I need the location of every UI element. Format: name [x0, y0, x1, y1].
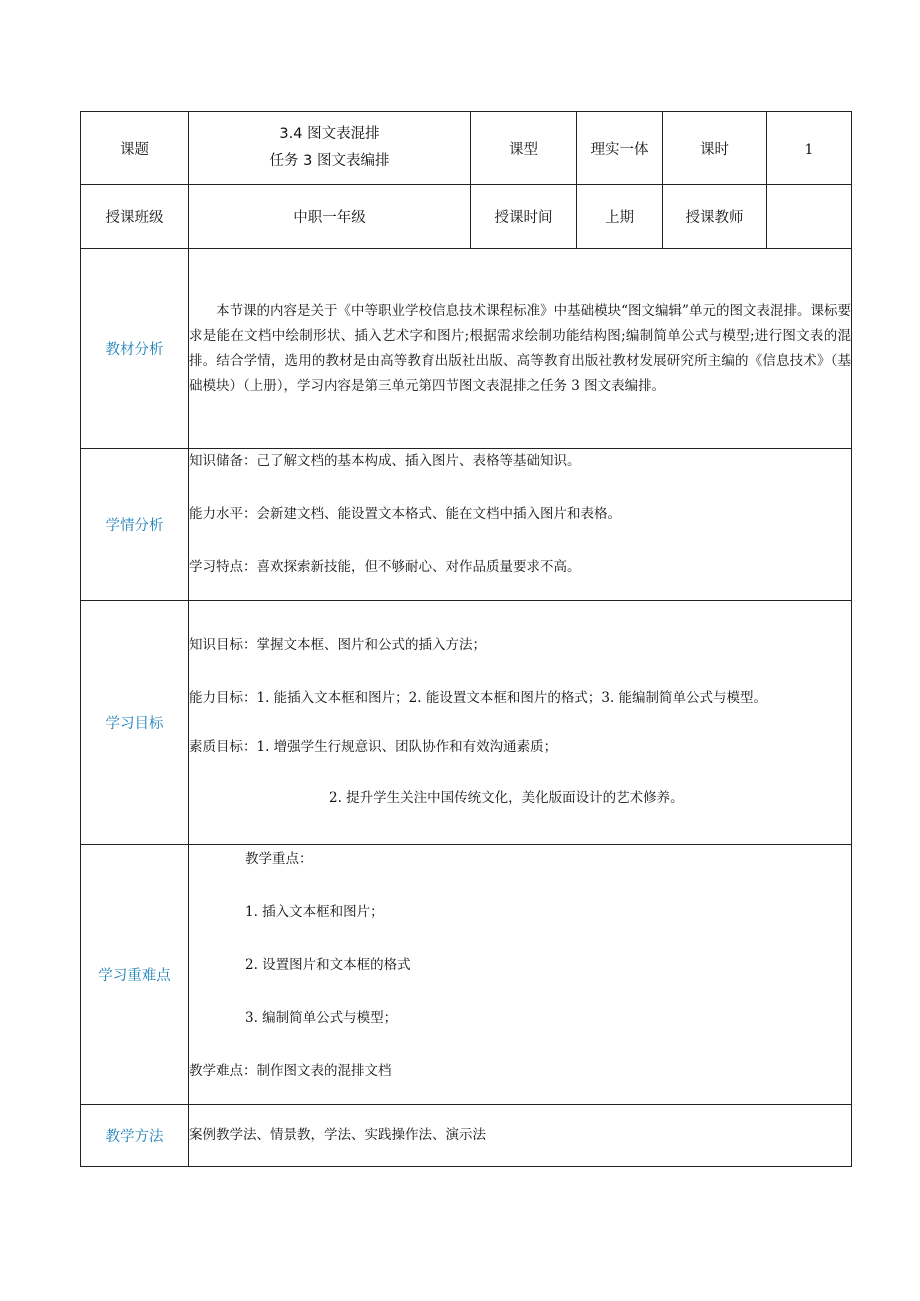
goals-line-3: 素质目标：1. 增强学生行规意识、团队协作和有效沟通素质；: [189, 739, 558, 755]
topic-label: 课题: [81, 112, 189, 185]
type-label: 课型: [471, 112, 577, 185]
class-label: 授课班级: [81, 185, 189, 249]
type-value: 理实一体: [577, 112, 663, 185]
material-label: 教材分析: [81, 249, 189, 449]
topic-value: [189, 112, 471, 185]
goals-text: [189, 601, 852, 845]
keypoints-line-5: 教学难点：制作图文表的混排文档: [189, 1063, 392, 1079]
row-class: [81, 185, 852, 249]
goals-label: 学习目标: [81, 601, 189, 845]
row-material: [81, 249, 852, 449]
keypoints-line-1: 教学重点：: [245, 851, 313, 867]
row-students: [81, 449, 852, 601]
students-line-1: 知识储备：己了解文档的基本构成、插入图片、表格等基础知识。: [189, 453, 581, 469]
students-line-2: 能力水平：会新建文档、能设置文本格式、能在文档中插入图片和表格。: [189, 506, 621, 522]
keypoints-line-2: 1. 插入文本框和图片；: [245, 904, 384, 920]
topic-line-2: 任务 3 图文表编排: [269, 153, 390, 169]
students-text: [189, 449, 852, 601]
class-value: 中职一年级: [189, 185, 471, 249]
row-keypoints: [81, 845, 852, 1105]
methods-label: 教学方法: [81, 1105, 189, 1167]
keypoints-line-4: 3. 编制简单公式与模型；: [245, 1010, 398, 1026]
methods-text: 案例教学法、情景教，学法、实践操作法、演示法: [189, 1105, 852, 1167]
material-text: 本节课的内容是关于《中等职业学校信息技术课程标准》中基础模块“图文编辑”单元的图文表混排。课标要求是能在文档中绘制形状、插入艺术字和图片;根据需求绘制功能结构图;编制简单公式与模型;进行图文表的混排。结合学情，选用的教材是由高等教育出版社出版、高等教育出版社教材发展研究所主编的《信息技术》（基础模块）（上册），学习内容是第三单元第四节图文表混排之任务 3 图文表编排。: [189, 249, 852, 449]
students-label: 学情分析: [81, 449, 189, 601]
hours-value: 1: [767, 112, 852, 185]
goals-line-1: 知识目标：掌握文本框、图片和公式的插入方法；: [189, 637, 486, 653]
goals-line-2: 能力目标：1. 能插入文本框和图片；2. 能设置文本框和图片的格式；3. 能编制简单公式与模型。: [189, 690, 768, 706]
keypoints-line-3: 2. 设置图片和文本框的格式: [245, 957, 411, 973]
row-topic: [81, 112, 852, 185]
hours-label: 课时: [663, 112, 767, 185]
keypoints-label: 学习重难点: [81, 845, 189, 1105]
topic-line-1: 3.4 图文表混排: [279, 126, 380, 142]
goals-line-4: 2. 提升学生关注中国传统文化，美化版面设计的艺术修养。: [329, 790, 684, 806]
time-label: 授课时间: [471, 185, 577, 249]
time-value: 上期: [577, 185, 663, 249]
row-goals: [81, 601, 852, 845]
row-methods: [81, 1105, 852, 1167]
teacher-label: 授课教师: [663, 185, 767, 249]
lesson-plan-table: [80, 111, 852, 1167]
students-line-3: 学习特点：喜欢探索新技能，但不够耐心、对作品质量要求不高。: [189, 559, 581, 575]
keypoints-text: [189, 845, 852, 1105]
teacher-value: [767, 185, 852, 249]
